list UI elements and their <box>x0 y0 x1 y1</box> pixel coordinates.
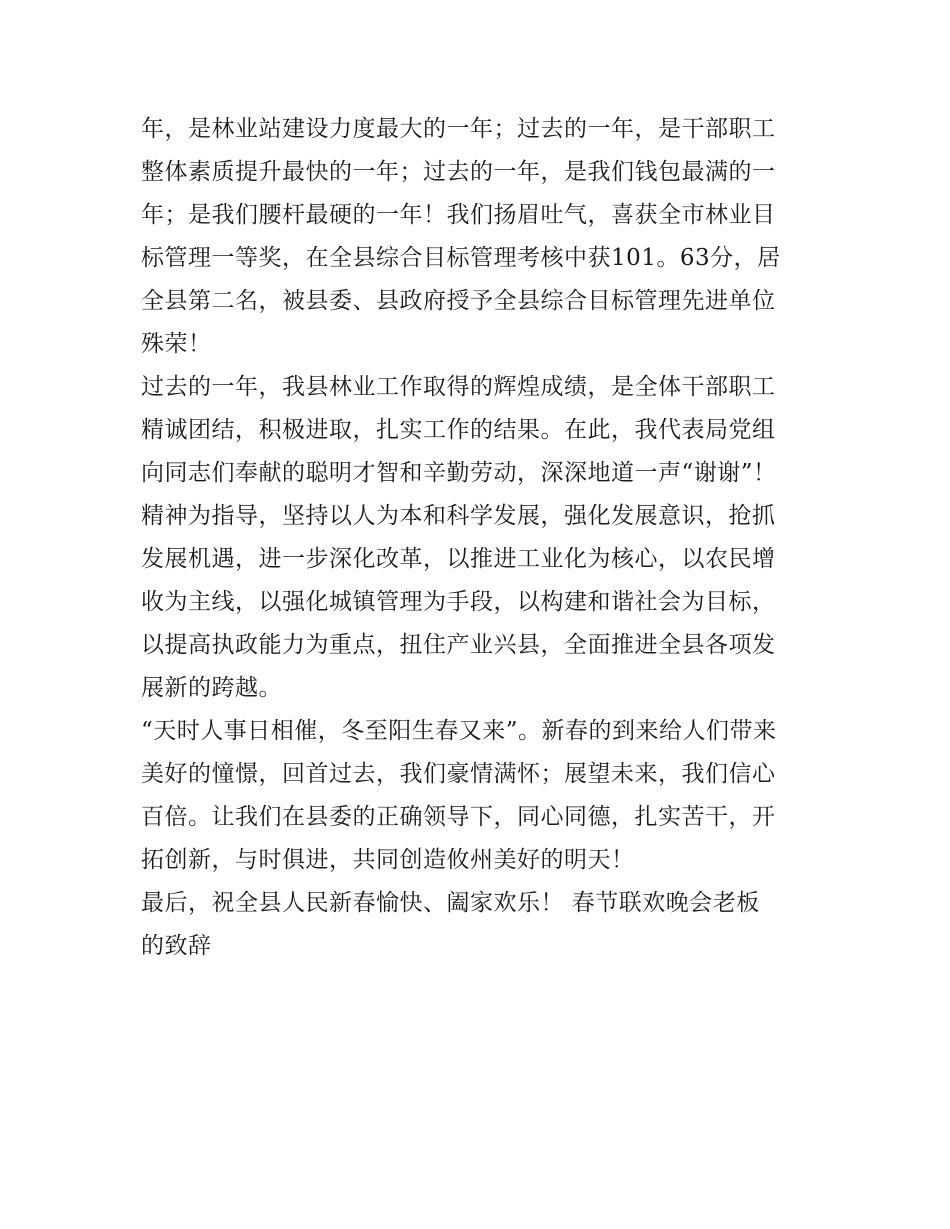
paragraph-closing <box>141 882 813 968</box>
text-line: 标管理一等奖，在全县综合目标管理考核中获101。63分，居 <box>141 245 781 271</box>
text-line: 精诚团结，积极进取，扎实工作的结果。在此，我代表局党组 <box>141 417 776 443</box>
text-line: 殊荣！ <box>141 331 212 357</box>
text-line: 美好的憧憬，回首过去，我们豪情满怀；展望未来，我们信心 <box>141 761 776 787</box>
text-line: 收为主线，以强化城镇管理为手段，以构建和谐社会为目标， <box>141 589 776 615</box>
text-line: 过去的一年，我县林业工作取得的辉煌成绩，是全体干部职工 <box>141 374 776 400</box>
text-line: 最后，祝全县人民新春愉快、阖家欢乐！ 春节联欢晚会老板 <box>141 890 760 916</box>
text-line: 以提高执政能力为重点，扭住产业兴县，全面推进全县各项发 <box>141 632 776 658</box>
text-line: 展新的跨越。 <box>141 675 282 701</box>
text-line: 百倍。让我们在县委的正确领导下，同心同德，扎实苦干，开 <box>141 804 776 830</box>
text-line: 向同志们奉献的聪明才智和辛勤劳动，深深地道一声“谢谢”！ <box>141 460 777 486</box>
text-line: 全县第二名，被县委、县政府授予全县综合目标管理先进单位 <box>141 288 776 314</box>
text-line: 整体素质提升最快的一年；过去的一年，是我们钱包最满的一 <box>141 159 776 185</box>
paragraph-achievements <box>141 108 813 366</box>
text-line: 的致辞 <box>141 933 212 959</box>
document-body <box>141 108 813 968</box>
paragraph-new-year <box>141 710 813 882</box>
text-line: “天时人事日相催，冬至阳生春又来”。新春的到来给人们带来 <box>141 718 777 744</box>
text-line: 精神为指导，坚持以人为本和科学发展，强化发展意识，抢抓 <box>141 503 776 529</box>
paragraph-thanks <box>141 366 813 710</box>
text-line: 拓创新，与时俱进，共同创造攸州美好的明天！ <box>141 847 635 873</box>
text-line: 年，是林业站建设力度最大的一年；过去的一年，是干部职工 <box>141 116 776 142</box>
text-line: 年；是我们腰杆最硬的一年！我们扬眉吐气，喜获全市林业目 <box>141 202 776 228</box>
text-line: 发展机遇，进一步深化改革，以推进工业化为核心，以农民增 <box>141 546 776 572</box>
